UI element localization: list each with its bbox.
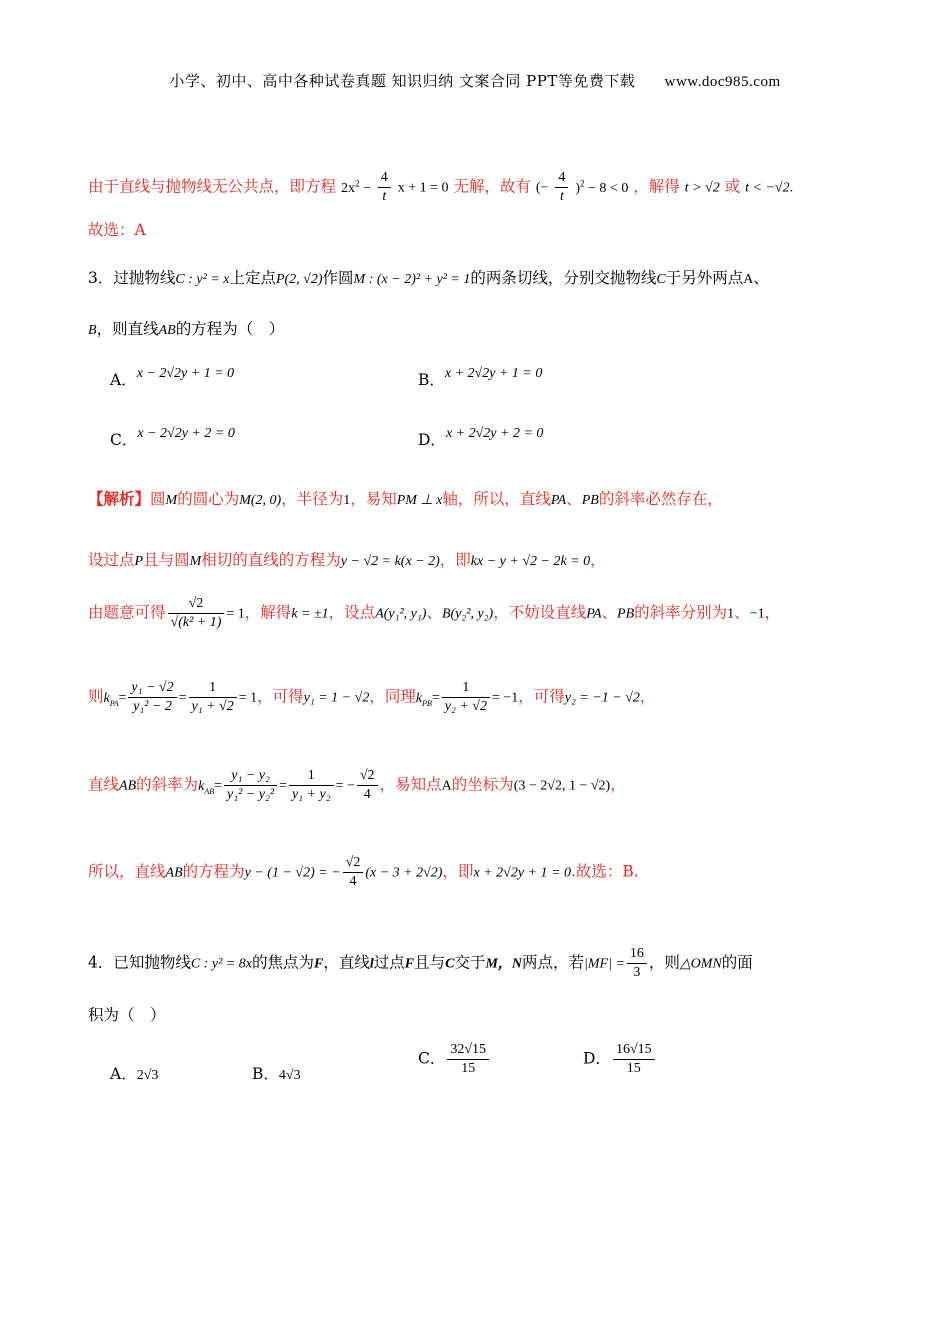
math: =	[178, 690, 187, 706]
q3-option-b[interactable]	[418, 360, 543, 389]
text: 、	[734, 603, 750, 622]
text: ，可得	[257, 687, 304, 706]
eq2-close: )$^2$ − 8 < 0	[575, 177, 629, 196]
text: 3．过抛物线	[88, 269, 176, 287]
math: M	[189, 554, 202, 569]
option-fraction: $\frac{32√15}{15}$	[447, 1042, 489, 1077]
math-curve: C : y² = x	[175, 272, 230, 287]
math: A	[441, 778, 452, 794]
q3-option-d[interactable]	[418, 420, 544, 449]
text: 的方程为（ ）	[175, 320, 285, 338]
math-a: A	[743, 272, 754, 287]
math: =	[118, 690, 127, 706]
math: l	[369, 956, 374, 972]
option-expr: 2√3	[136, 1068, 159, 1083]
math: A(y₁², y₁)	[375, 606, 427, 622]
math: F	[313, 956, 324, 972]
text: ，易知	[350, 490, 397, 508]
text: 且与圆	[143, 551, 190, 569]
text: 轴，所以，直线	[442, 490, 551, 508]
text: ，	[610, 775, 626, 794]
text: 的焦点为	[251, 953, 314, 972]
analysis-tag: 【解析】	[88, 489, 151, 508]
math: y₁ = 1 − √2	[303, 690, 370, 706]
option-expr: x + 2√2y + 1 = 0	[444, 366, 543, 381]
q3-option-a[interactable]	[110, 360, 235, 389]
math-k-pb: $k_{PB}$	[415, 690, 432, 708]
q4-option-a[interactable]	[110, 1062, 158, 1084]
prev-answer: 故选：A	[88, 221, 146, 239]
math: △OMN	[679, 956, 722, 972]
q3-option-c[interactable]	[110, 420, 235, 449]
text: 的斜率必然存在，	[598, 490, 723, 508]
math: AB	[119, 778, 137, 794]
math: y − √2 = k(x − 2)	[340, 554, 440, 569]
text: 或	[724, 177, 741, 196]
prev-solution-line	[88, 170, 793, 205]
question-4-line2: 积为（ ）	[88, 1006, 166, 1024]
text: ，解得	[633, 177, 680, 196]
math-point: P(2, √2)	[275, 272, 323, 287]
text: 相切的直线的方程为	[201, 551, 341, 569]
text: 、	[753, 269, 769, 287]
text: 且与	[414, 953, 446, 972]
math: =	[214, 778, 223, 794]
text: 交于	[454, 953, 486, 972]
text: ，解得	[244, 603, 292, 622]
text: ，则	[648, 953, 680, 972]
fraction-4-over-t: $\frac{4}{t}$	[378, 170, 391, 205]
math: AB	[165, 865, 183, 881]
q4-option-b[interactable]	[252, 1062, 301, 1084]
math: B(y₂², y₂)	[441, 606, 494, 622]
math-b: B	[88, 323, 97, 338]
math: M(2, 0)	[239, 493, 282, 508]
option-label: C．	[110, 431, 138, 449]
text: 上定点	[229, 269, 276, 287]
header-url[interactable]: www.doc985.com	[664, 74, 781, 90]
header-text: 小学、初中、高中各种试卷真题 知识归纳 文案合同 PPT等免费下载	[169, 72, 636, 90]
text: ，易知点	[379, 775, 442, 794]
math: =	[279, 778, 287, 794]
option-expr: 4√3	[278, 1068, 301, 1083]
text: ，不妨设直线	[493, 603, 587, 622]
question-3	[88, 266, 769, 288]
option-label: C．	[418, 1049, 446, 1068]
option-expr: x − 2√2y + 2 = 0	[137, 426, 235, 441]
solution-line-5	[88, 768, 626, 803]
text: ，半径为	[281, 490, 344, 508]
math: y₂ = −1 − √2	[564, 690, 640, 706]
fraction: $\frac{16}{3}$	[627, 946, 647, 981]
math: kx − y + √2 − 2k = 0	[470, 554, 591, 569]
equation-1-tail: x + 1 = 0	[397, 180, 449, 196]
math: M，N	[485, 956, 523, 972]
fraction: $\frac{1}{\text{y₁ + √2}}$	[189, 680, 237, 715]
math: =	[431, 690, 440, 706]
math: PB	[581, 493, 599, 508]
page-header	[0, 70, 950, 91]
math: −1	[749, 606, 765, 622]
math: = −	[335, 778, 355, 794]
math-ab: AB	[158, 323, 176, 338]
text: 圆	[150, 490, 166, 508]
text: 无解，故有	[453, 177, 531, 196]
period: .	[789, 180, 794, 196]
inequality-2: t < −√2	[745, 180, 790, 196]
option-label: D．	[418, 431, 446, 449]
math-k-ab: $k_{AB}$	[198, 778, 215, 796]
text: ，可得	[518, 687, 565, 706]
fraction: $\frac{1}{\text{y₂ + √2}}$	[442, 680, 490, 715]
text: 则	[88, 687, 104, 706]
math: P	[134, 554, 144, 569]
math: x + 2√2y + 1 = 0	[473, 865, 571, 881]
eq2-open: (−	[535, 180, 549, 196]
math: = 1	[238, 690, 258, 706]
text: 作圆	[322, 269, 354, 287]
math: PM ⊥ x	[396, 493, 443, 508]
math: C : y² = 8x	[190, 956, 252, 972]
option-label: B．	[418, 371, 445, 389]
math-c: C	[656, 272, 666, 287]
math: = −1	[491, 690, 519, 706]
math: PB	[617, 606, 635, 622]
fraction: $\frac{1}{\text{y₁ + y₂}}$	[289, 768, 334, 803]
solution-line-6	[88, 855, 639, 890]
option-expr: x + 2√2y + 2 = 0	[445, 426, 544, 441]
question-4	[88, 946, 753, 981]
text: ，即	[442, 862, 474, 881]
math: C	[445, 956, 455, 972]
fraction-4-over-t-2: $\frac{4}{t}$	[555, 170, 568, 205]
math: y − (1 − √2) = −	[244, 865, 341, 881]
math: PA	[550, 493, 567, 508]
text: 的方程为	[182, 862, 245, 881]
q4-option-d[interactable]	[583, 1042, 657, 1077]
math: |MF| =	[584, 956, 625, 972]
text: 、	[601, 603, 618, 622]
option-label: A．	[110, 371, 137, 389]
option-label: D．	[583, 1049, 611, 1068]
solution-line-3	[88, 596, 780, 631]
text: 设过点	[88, 551, 135, 569]
math: = 1	[226, 606, 245, 622]
math: F	[404, 956, 415, 972]
text: 的斜率分别为	[634, 603, 728, 622]
text: 、	[566, 490, 582, 508]
text: 所以，直线	[88, 862, 166, 881]
text: ，设点	[328, 603, 376, 622]
equation-1: $2x^2$ −	[340, 177, 371, 196]
text: ，同理	[369, 687, 416, 706]
math: (x − 3 + 2√2)	[365, 865, 443, 881]
text: ，直线	[323, 953, 370, 972]
math: k = ±1	[291, 606, 329, 622]
math: PA	[586, 606, 602, 622]
math: M	[165, 493, 178, 508]
text: ，即	[439, 551, 471, 569]
text: 两点，若	[522, 953, 585, 972]
text: 的斜率为	[136, 775, 199, 794]
fraction: $\frac{√2}{4}$	[343, 855, 364, 890]
math-circle: M : (x − 2)² + y² = 1	[353, 272, 471, 287]
text: 直线	[88, 775, 120, 794]
text: ，则直线	[96, 320, 159, 338]
text: 的圆心为	[177, 490, 240, 508]
inequality-1: t > √2	[684, 180, 720, 196]
fraction: $\frac{\text{y₁ − y₂}}{\text{y₁² − y₂²}}$	[224, 768, 277, 803]
fraction: $\frac{√2}{4}$	[357, 768, 378, 803]
text: 由题意可得	[88, 603, 166, 622]
option-label: A．	[110, 1065, 137, 1083]
option-fraction: $\frac{16√15}{15}$	[613, 1042, 655, 1077]
option-label: B．	[252, 1065, 279, 1083]
text: 4．已知抛物线	[88, 953, 191, 972]
text: 的面	[721, 953, 753, 972]
solution-line-2	[88, 548, 606, 570]
math: (3 − 2√2, 1 − √2)	[513, 778, 611, 794]
solution-line-1	[88, 487, 723, 509]
solution-line-4	[88, 680, 655, 715]
text: 于另外两点	[665, 269, 744, 287]
fraction: $\frac{√2}{\text{√(k² + 1)}}$	[168, 596, 225, 631]
math-k-pa: $k_{PA}$	[103, 690, 119, 708]
text: ，	[764, 603, 781, 622]
math: 1	[727, 606, 735, 622]
text: 的两条切线，分别交抛物线	[470, 269, 657, 287]
text: .故选：B.	[570, 862, 639, 881]
option-expr: x − 2√2y + 1 = 0	[136, 366, 235, 381]
text: 、	[426, 603, 442, 622]
text: 由于直线与抛物线无公共点，即方程	[88, 177, 337, 196]
question-3-line2	[88, 317, 284, 339]
fraction: $\frac{\text{y₁ − √2}}{\text{y₁² − 2}}$	[128, 680, 176, 715]
text: 过点	[373, 953, 405, 972]
text: ，	[590, 551, 606, 569]
math: 1	[343, 493, 351, 508]
q4-option-c[interactable]	[418, 1042, 491, 1077]
text: ，	[639, 687, 656, 706]
text: 的坐标为	[451, 775, 514, 794]
